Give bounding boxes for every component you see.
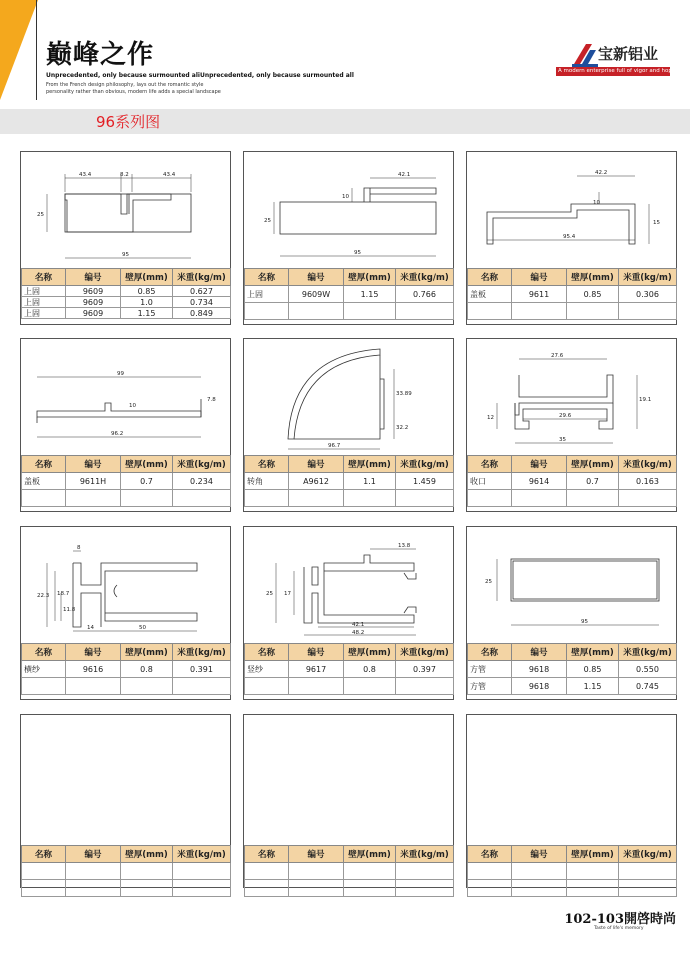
cell-code: 9618 [512, 678, 567, 695]
cell-code: 9616 [66, 661, 121, 678]
profile-card [243, 338, 454, 512]
cell-thickness [121, 863, 173, 880]
header-thickness: 壁厚(mm) [567, 456, 619, 473]
profile-drawing [244, 715, 453, 831]
cell-weight: 0.734 [173, 297, 231, 308]
profile-drawing [21, 715, 230, 831]
header-thickness: 壁厚(mm) [121, 269, 173, 286]
profile-card [466, 526, 677, 700]
cell-name: 盖板 [22, 473, 66, 490]
cell-thickness: 0.8 [344, 661, 396, 678]
cell-weight: 0.766 [396, 286, 454, 303]
table-row [245, 490, 454, 507]
header-name: 名称 [245, 644, 289, 661]
series-title: 96系列图 [96, 113, 161, 131]
header-code: 编号 [512, 269, 567, 286]
table-row [468, 661, 677, 678]
dim-label: 25 [37, 212, 44, 218]
cell-code: 9617 [289, 661, 344, 678]
table-row [22, 863, 231, 880]
dim-label: 8.2 [120, 172, 129, 178]
header-code: 编号 [66, 269, 121, 286]
dim-label: 48.2 [352, 630, 365, 636]
profile-drawing [467, 339, 676, 455]
header-name: 名称 [468, 456, 512, 473]
header-name: 名称 [245, 456, 289, 473]
cell-code: 9614 [512, 473, 567, 490]
header-code: 编号 [512, 456, 567, 473]
dim-label: 95.4 [563, 234, 576, 240]
table-row [22, 473, 231, 490]
profile-card [466, 714, 677, 888]
profile-card [243, 526, 454, 700]
dim-label: 7.8 [207, 397, 216, 403]
dim-label: 14 [87, 625, 94, 631]
header-name: 名称 [245, 846, 289, 863]
header-weight: 米重(kg/m) [173, 644, 231, 661]
table-row [22, 880, 231, 897]
header-code: 编号 [289, 644, 344, 661]
header-thickness: 壁厚(mm) [121, 456, 173, 473]
cell-weight: 0.234 [173, 473, 231, 490]
dim-label: 18.7 [57, 591, 70, 597]
cell-thickness: 0.7 [567, 473, 619, 490]
dim-label: 19.1 [639, 397, 652, 403]
cell-name: 上固 [22, 297, 66, 308]
dim-label: 96.2 [111, 431, 124, 437]
cell-name [468, 863, 512, 880]
blurb-line: From the French design philosophy, lays out the romantic style [46, 82, 204, 88]
dim-label: 29.6 [559, 413, 572, 419]
cell-code: 9609 [66, 297, 121, 308]
header-name: 名称 [22, 644, 66, 661]
cell-name: 竖纱 [245, 661, 289, 678]
dim-label: 50 [139, 625, 146, 631]
header-weight: 米重(kg/m) [619, 846, 677, 863]
header-thickness: 壁厚(mm) [567, 846, 619, 863]
header-thickness: 壁厚(mm) [344, 456, 396, 473]
dim-label: 13.8 [398, 543, 411, 549]
dim-label: 27.6 [551, 353, 564, 359]
table-row [468, 490, 677, 507]
dim-label: 32.2 [396, 425, 409, 431]
corner-accent [0, 0, 38, 100]
cell-thickness [344, 863, 396, 880]
header-code: 编号 [512, 846, 567, 863]
dim-label: 17 [284, 591, 291, 597]
header-weight: 米重(kg/m) [619, 644, 677, 661]
header-code: 编号 [66, 644, 121, 661]
header-thickness: 壁厚(mm) [344, 846, 396, 863]
dim-label: 8 [77, 545, 81, 551]
cell-name: 转角 [245, 473, 289, 490]
dim-label: 10 [129, 403, 136, 409]
dim-label: 25 [485, 579, 492, 585]
cell-name: 盖板 [468, 286, 512, 303]
header-thickness: 壁厚(mm) [121, 644, 173, 661]
cell-code: 9609W [289, 286, 344, 303]
spec-table [244, 268, 454, 320]
profile-drawing [21, 339, 230, 455]
table-row [245, 880, 454, 897]
spec-table [244, 455, 454, 507]
header-weight: 米重(kg/m) [396, 846, 454, 863]
profile-card [20, 151, 231, 325]
blurb [46, 82, 306, 96]
dim-label: 10 [593, 200, 600, 206]
spec-table [244, 643, 454, 695]
table-row [22, 297, 231, 308]
header-weight: 米重(kg/m) [396, 269, 454, 286]
profile-drawing [244, 152, 453, 268]
profile-card [20, 338, 231, 512]
table-row [22, 308, 231, 319]
cell-name: 方管 [468, 678, 512, 695]
cell-name: 横纱 [22, 661, 66, 678]
cell-thickness: 1.0 [121, 297, 173, 308]
header-code: 编号 [289, 269, 344, 286]
dim-label: 42.1 [398, 172, 411, 178]
cell-thickness: 1.15 [344, 286, 396, 303]
header-weight: 米重(kg/m) [173, 269, 231, 286]
header-weight: 米重(kg/m) [619, 269, 677, 286]
dim-label: 99 [117, 371, 124, 377]
header-code: 编号 [512, 644, 567, 661]
cell-weight: 0.550 [619, 661, 677, 678]
cell-weight [619, 863, 677, 880]
dim-label: 11.8 [63, 607, 76, 613]
header-name: 名称 [468, 846, 512, 863]
table-row [468, 678, 677, 695]
profile-card [466, 151, 677, 325]
cell-thickness: 0.8 [121, 661, 173, 678]
table-row [22, 490, 231, 507]
blurb-line: personality rather than obvious, modern life adds a special landscape [46, 89, 221, 95]
spec-table [244, 845, 454, 897]
cell-name: 收口 [468, 473, 512, 490]
dim-label: 96.7 [328, 443, 341, 449]
cell-thickness: 1.15 [121, 308, 173, 319]
table-row [245, 863, 454, 880]
profile-drawing [467, 152, 676, 268]
spec-table [21, 455, 231, 507]
table-row [22, 286, 231, 297]
dim-label: 43.4 [79, 172, 92, 178]
cell-weight: 0.306 [619, 286, 677, 303]
cell-weight: 0.163 [619, 473, 677, 490]
table-row [468, 863, 677, 880]
cell-thickness: 0.85 [567, 661, 619, 678]
cell-name: 上固 [245, 286, 289, 303]
footer-tagline: Taste of life's memory [594, 926, 644, 931]
table-row [245, 661, 454, 678]
cell-code: 9618 [512, 661, 567, 678]
header-name: 名称 [468, 644, 512, 661]
header-thickness: 壁厚(mm) [567, 269, 619, 286]
corner-divider [36, 0, 37, 100]
profile-card [243, 714, 454, 888]
cell-weight [396, 863, 454, 880]
header-weight: 米重(kg/m) [396, 456, 454, 473]
spec-table [21, 268, 231, 319]
dim-label: 42.2 [595, 170, 608, 176]
header-thickness: 壁厚(mm) [344, 644, 396, 661]
cell-code [66, 863, 121, 880]
cell-weight [173, 863, 231, 880]
profile-drawing [21, 527, 230, 643]
table-row [245, 303, 454, 320]
profile-drawing [244, 527, 453, 643]
dim-label: 10 [342, 194, 349, 200]
spec-table [467, 455, 677, 507]
page-title: 巅峰之作 [46, 40, 155, 70]
cell-weight: 0.849 [173, 308, 231, 319]
cell-weight: 1.459 [396, 473, 454, 490]
cell-code: 9611 [512, 286, 567, 303]
cell-weight: 0.397 [396, 661, 454, 678]
cell-weight: 0.627 [173, 286, 231, 297]
table-row [468, 473, 677, 490]
cell-code: 9609 [66, 308, 121, 319]
dim-label: 25 [266, 591, 273, 597]
header-name: 名称 [22, 846, 66, 863]
slogan: Unprecedented, only because surmounted aliUnprecedented, only because surmounted all [46, 72, 354, 79]
cell-thickness: 0.85 [567, 286, 619, 303]
profile-drawing [467, 527, 676, 643]
spec-table [21, 845, 231, 897]
cell-code: 9611H [66, 473, 121, 490]
cell-thickness: 1.1 [344, 473, 396, 490]
cell-weight: 0.391 [173, 661, 231, 678]
dim-label: 22.3 [37, 593, 50, 599]
header-weight: 米重(kg/m) [396, 644, 454, 661]
cell-name: 上固 [22, 308, 66, 319]
header-code: 编号 [289, 456, 344, 473]
spec-table [21, 643, 231, 695]
cell-name: 上固 [22, 286, 66, 297]
header-thickness: 壁厚(mm) [121, 846, 173, 863]
table-row [245, 473, 454, 490]
header-name: 名称 [468, 269, 512, 286]
table-row [22, 678, 231, 695]
cell-thickness: 1.15 [567, 678, 619, 695]
profile-drawing [467, 715, 676, 831]
header-name: 名称 [22, 456, 66, 473]
profile-card [466, 338, 677, 512]
dim-label: 42.1 [352, 622, 365, 628]
dim-label: 12 [487, 415, 494, 421]
dim-label: 95 [354, 250, 361, 256]
cell-thickness: 0.85 [121, 286, 173, 297]
dim-label: 43.4 [163, 172, 176, 178]
cell-name [22, 863, 66, 880]
header-weight: 米重(kg/m) [173, 846, 231, 863]
header-thickness: 壁厚(mm) [567, 644, 619, 661]
table-row [468, 303, 677, 320]
cell-code [289, 863, 344, 880]
spec-table [467, 845, 677, 897]
dim-label: 35 [559, 437, 566, 443]
table-row [468, 880, 677, 897]
cell-weight: 0.745 [619, 678, 677, 695]
brand-tagline: A modern enterprise full of vigor and hope [558, 68, 676, 74]
cell-name: 方管 [468, 661, 512, 678]
header-weight: 米重(kg/m) [619, 456, 677, 473]
header-name: 名称 [245, 269, 289, 286]
table-row [245, 678, 454, 695]
profile-card [20, 526, 231, 700]
cell-thickness: 0.7 [121, 473, 173, 490]
dim-label: 15 [653, 220, 660, 226]
spec-table [467, 643, 677, 695]
header-name: 名称 [22, 269, 66, 286]
brand-name: 宝新铝业 [598, 45, 659, 63]
dim-label: 95 [581, 619, 588, 625]
cell-code: A9612 [289, 473, 344, 490]
header-thickness: 壁厚(mm) [344, 269, 396, 286]
table-row [468, 286, 677, 303]
cell-name [245, 863, 289, 880]
profile-drawing [244, 339, 453, 455]
profile-card [243, 151, 454, 325]
cell-code: 9609 [66, 286, 121, 297]
header-code: 编号 [66, 846, 121, 863]
table-row [22, 661, 231, 678]
header-code: 编号 [289, 846, 344, 863]
profile-drawing [21, 152, 230, 268]
dim-label: 95 [122, 252, 129, 258]
spec-table [467, 268, 677, 320]
dim-label: 33.89 [396, 391, 412, 397]
profile-card [20, 714, 231, 888]
cell-code [512, 863, 567, 880]
cell-thickness [567, 863, 619, 880]
header-code: 编号 [66, 456, 121, 473]
page-number: 102-103開啓時尚 [564, 912, 676, 927]
dim-label: 25 [264, 218, 271, 224]
header-weight: 米重(kg/m) [173, 456, 231, 473]
table-row [245, 286, 454, 303]
